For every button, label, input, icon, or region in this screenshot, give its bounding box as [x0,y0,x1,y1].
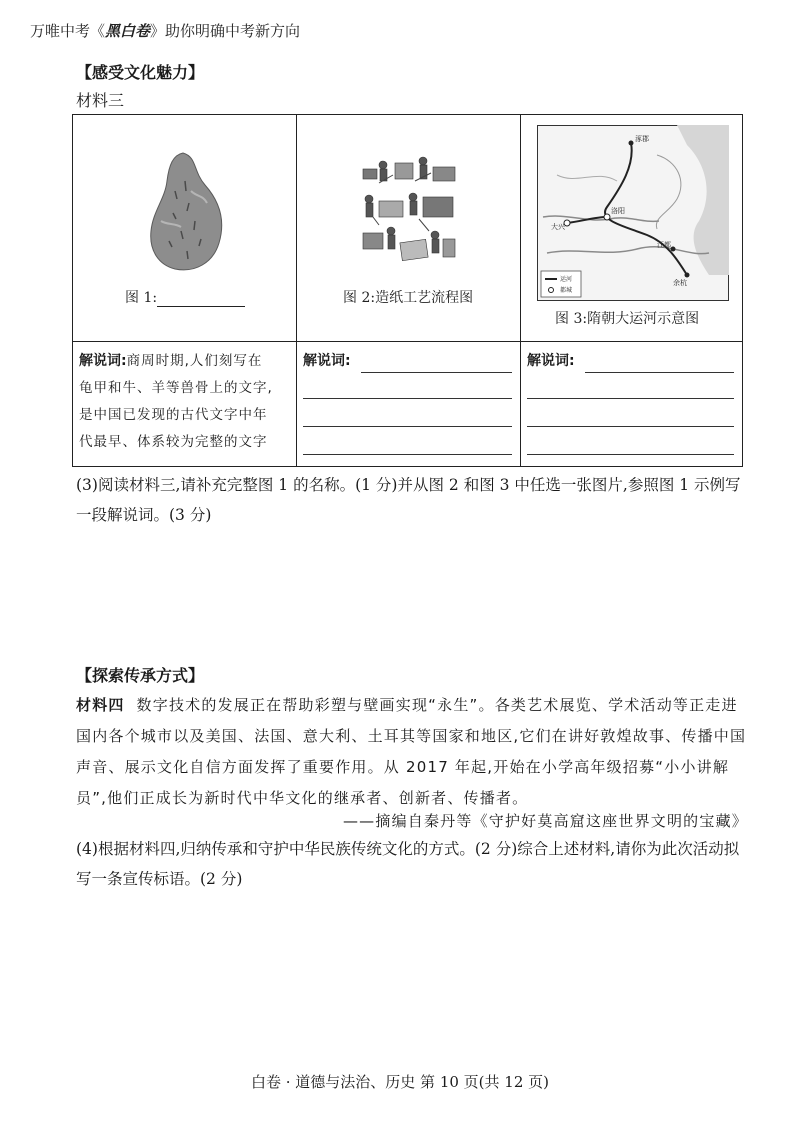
material4-label: 材料四 [76,696,125,714]
figure1-caption: 图 1: [125,290,158,306]
header-prefix: 万唯中考《 [30,22,106,40]
answer-line [527,398,734,399]
map-label-daxing: 大兴 [551,223,565,231]
explanation3-cell [521,342,743,467]
material4-paragraph [76,690,748,814]
explanation3-label: 解说词: [527,353,575,369]
material4-text: 数字技术的发展正在帮助彩塑与壁画实现“永生”。各类艺术展览、学术活动等正走进国内各个城市以及美国、法国、意大利、土耳其等国家和地区,它们在讲好敦煌故事、传播中国声音、展示文化自信方面发挥了重要作用。从 2017 年起,开始在小学高年级招募“小小讲解员”,他们正成长为新时代中华文化的继承者、创新者、传播者。 [76,696,747,807]
figure1-blank [157,292,245,307]
figure3-caption: 图 3:隋朝大运河示意图 [555,311,700,327]
material3-label: 材料三 [76,91,125,110]
answer-line [527,454,734,455]
map-label-yuhang: 余杭 [673,279,687,287]
papermaking-process-icon [359,155,459,273]
legend-canal: 运河 [560,276,573,283]
explanation2-label: 解说词: [303,353,351,369]
material3-table [72,114,743,467]
header-brand: 黑白卷 [105,22,151,40]
section3-title: 【感受文化魅力】 [76,63,205,82]
map-label-luoyang: 洛阳 [611,207,625,215]
answer-line [303,426,512,427]
explanation1-label: 解说词: [79,353,127,369]
figure2-cell [297,115,521,342]
figure1-cell [73,115,297,342]
legend-capital: 都城 [560,287,573,294]
answer-line [527,426,734,427]
figure2-caption: 图 2:造纸工艺流程图 [343,290,474,306]
section4-title: 【探索传承方式】 [76,666,205,685]
oracle-bone-icon [145,151,225,273]
question-4: (4)根据材料四,归纳传承和守护中华民族传统文化的方式。(2 分)综合上述材料,请你为此次活动拟写一条宣传标语。(2 分) [76,840,740,888]
answer-line [303,398,512,399]
answer-line [585,372,734,373]
figure3-cell [521,115,743,342]
explanation1-line4: 代最早、体系较为完整的文字 [79,434,268,450]
explanation1-line1: 商周时期,人们刻写在 [126,353,263,369]
explanation2-cell [297,342,521,467]
header-suffix: 》助你明确中考新方向 [150,22,301,40]
grand-canal-map-icon [537,125,729,301]
map-label-jiangdu: 江都 [657,241,671,249]
material4-source: ——摘编自秦丹等《守护好莫高窟这座世界文明的宝藏》 [342,812,748,830]
answer-line [303,454,512,455]
page-header [30,20,300,41]
explanation1-line3: 是中国已发现的古代文字中年 [79,407,268,423]
explanation1-cell [73,342,297,467]
page-footer: 白卷 · 道德与法治、历史 第 10 页(共 12 页) [250,1073,550,1091]
answer-line [361,372,512,373]
map-label-zhuojun: 涿郡 [635,135,649,143]
explanation1-line2: 龟甲和牛、羊等兽骨上的文字, [79,380,273,396]
question-3: (3)阅读材料三,请补充完整图 1 的名称。(1 分)并从图 2 和图 3 中任选一张图片,参照图 1 示例写一段解说词。(3 分) [76,476,741,524]
